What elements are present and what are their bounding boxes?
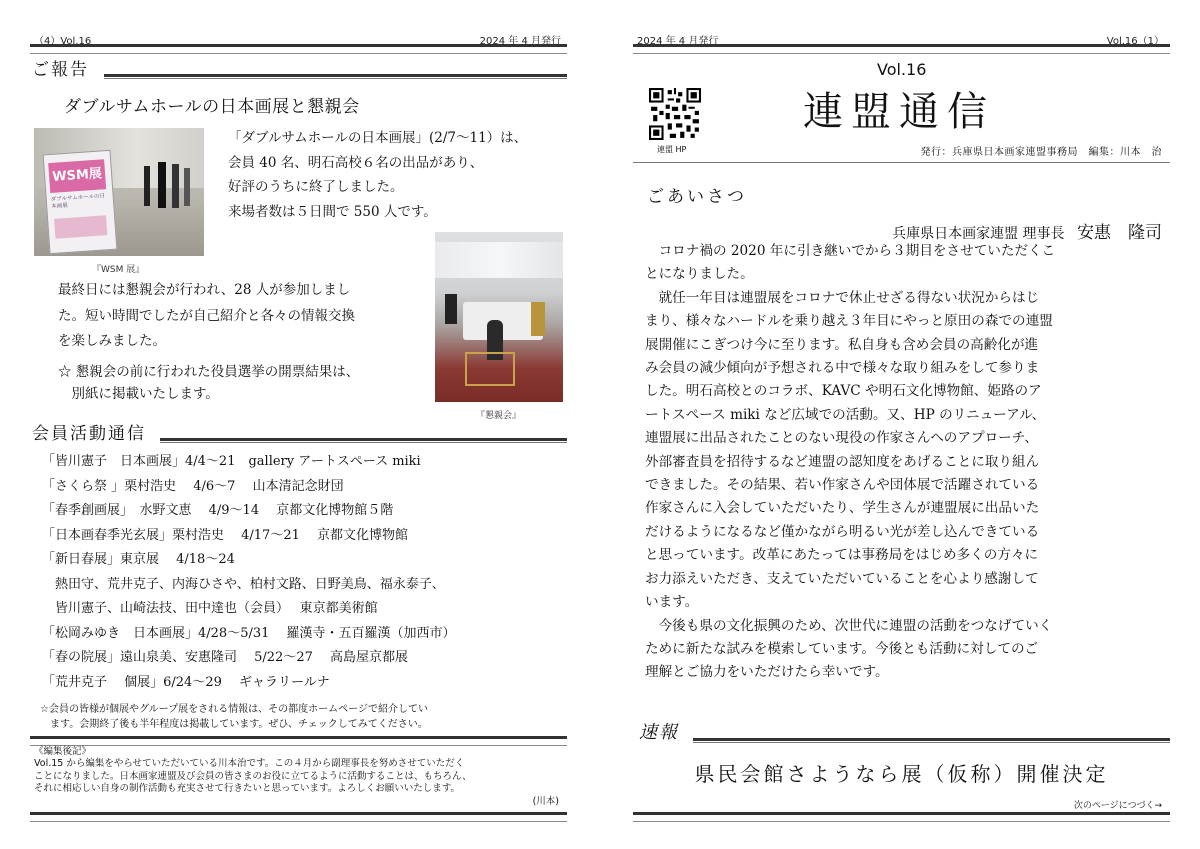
list-item: 「さくら祭 」栗村浩史 4/6〜7 山本清記念財団	[42, 478, 344, 494]
flash-announcement: 県民会館さようなら展（仮称）開催決定	[694, 762, 1109, 786]
right-issue-date: 2024 年 4 月発行	[637, 36, 719, 47]
party-photo-caption: 『懇親会』	[476, 411, 522, 421]
list-item: 熱田守、荒井克子、内海ひさや、柏村文路、日野美鳥、福永泰子、	[42, 576, 445, 592]
activity-heading: 会員活動通信	[32, 424, 146, 444]
postscript-rule-bottom	[30, 812, 567, 822]
header-rule	[30, 44, 567, 54]
poster-subtitle: ダブルサムホールの日本画展	[50, 193, 106, 211]
volume-number: Vol.16	[877, 60, 927, 79]
flash-heading: 速報	[639, 722, 679, 743]
right-page-number: Vol.16（1）	[1106, 36, 1164, 47]
list-item: 「皆川憲子 日本画展」4/4〜21 gallery アートスペース miki	[42, 454, 421, 469]
footer-rule	[633, 812, 1170, 822]
list-item: 「荒井克子 個展」6/24〜29 ギャラリールナ	[42, 674, 330, 690]
article-intro: 「ダブルサムホールの日本画展」(2/7〜11）は、 会員 40 名、明石高校６名の出品があり、 好評のうちに終了しました。 来場者数は５日間で 550 人です。	[228, 130, 528, 220]
continued-note: 次のページにつづく→	[1073, 801, 1162, 811]
activity-list	[42, 450, 456, 695]
report-heading-rule	[104, 74, 567, 77]
publisher-line: 発行：兵庫県日本画家連盟事務局 編集：川本 治	[920, 147, 1162, 158]
activity-note: ☆会員の皆様が個展やグループ展をされる情報は、その都度ホームページで紹介してい ます。会期終了後も半年程度は掲載しています。ぜひ、チェックしてみてください。	[40, 704, 428, 730]
activity-heading-rule	[160, 438, 567, 441]
qr-code-label: 連盟 HP	[657, 145, 687, 154]
author-title: 兵庫県日本画家連盟 理事長	[892, 226, 1065, 242]
list-item: 「春季創画展」 水野文恵 4/9〜14 京都文化博物館５階	[42, 503, 394, 518]
list-item: 皆川憲子、山崎法技、田中達也（会員） 東京都美術館	[42, 601, 378, 616]
header-rule	[633, 44, 1170, 54]
masthead-title: 連盟通信	[803, 89, 995, 135]
flash-heading-rule	[693, 738, 1170, 741]
left-page	[30, 0, 567, 849]
list-item: 「日本画春季光玄展」栗村浩史 4/17〜21 京都文化博物館	[42, 527, 408, 543]
postscript-text: Vol.15 から編集をやらせていただいている川本治です。この４月から副理事長を努めさせていただく ことになりました。日本画家連盟及び会員の皆さまのお役に立てるように活動することは、もちろん、 それに相応しい自身の制作活動も充実させて行きたいと思っています。よろしくお願いいたします。	[34, 758, 472, 794]
greeting-heading: ごあいさつ	[647, 187, 747, 207]
party-photo	[435, 232, 563, 402]
party-paragraph: 最終日には懇親会が行われ、28 人が参加しまし た。短い時間でしたが自己紹介と各々の情報交換 を楽しみました。	[58, 282, 355, 349]
exhibition-photo-caption: 『WSM 展』	[92, 265, 145, 275]
left-page-number: （4）Vol.16	[34, 36, 92, 47]
left-page-header	[30, 32, 567, 47]
article-title: ダブルサムホールの日本画展と懇親会	[64, 97, 360, 117]
postscript-title: 《編集後記》	[34, 746, 92, 757]
report-heading: ご報告	[32, 60, 89, 80]
author-name: 安惠 隆司	[1077, 223, 1162, 243]
poster-title: WSM展	[48, 159, 106, 193]
qr-code-icon	[649, 88, 701, 140]
right-page	[633, 0, 1170, 849]
postscript-rule-top	[30, 736, 567, 746]
exhibition-photo	[34, 128, 204, 256]
greeting-body: コロナ禍の 2020 年に引き継いでから３期目をさせていただくこ とになりました。 就任一年目は連盟展をコロナで休止せざる得ない状況からはじ まり、様々なハードルを乗り越え３年目にやっと原田の森での連盟 展開催にこぎつけ今に至ります。私自身も含め会員の高齢化が進 み会員の減少傾向が予想される中で様々な取り組みをして参りま した。明石高校とのコラボ、KAVC や明石文化博物館、姫路のア ートスペース miki など広域での活動。又、HP のリニューアル、 連盟展に出品されたことのない現役の作家さんへのアプローチ、 外部審査員を招待するなど連盟の認知度をあげることに取り組ん できました。その結果、若い作家さんや団体展で活躍されている 作家さんに入会していただいたり、学生さんが連盟展に出品いた だけるようになるなど僅かながら明るい光が差し込んできている と思っています。改革にあたっては事務局をはじめ多くの方々に お力添えいただき、支えていただいていることを心より感謝して います。 今後も県の文化振興のため、次世代に連盟の活動をつなげていく ために新たな試みを模索しています。今後とも活動に対してのご 理解とご協力をいただけたら幸いです。	[645, 243, 1056, 681]
postscript-signature: (川本)	[532, 796, 559, 807]
list-item: 「新日春展」東京展 4/18〜24	[42, 552, 235, 567]
left-issue-date: 2024 年 4 月発行	[479, 36, 561, 47]
list-item: 「松岡みゆき 日本画展」4/28〜5/31 羅漢寺・五百羅漢（加西市）	[42, 625, 456, 641]
election-note: ☆ 懇親会の前に行われた役員選挙の開票結果は、 別紙に掲載いたします。	[58, 364, 360, 402]
wsm-poster	[43, 150, 118, 254]
right-page-header	[633, 32, 1170, 47]
list-item: 「春の院展」遠山泉美、安惠隆司 5/22〜27 高島屋京都展	[42, 650, 408, 665]
